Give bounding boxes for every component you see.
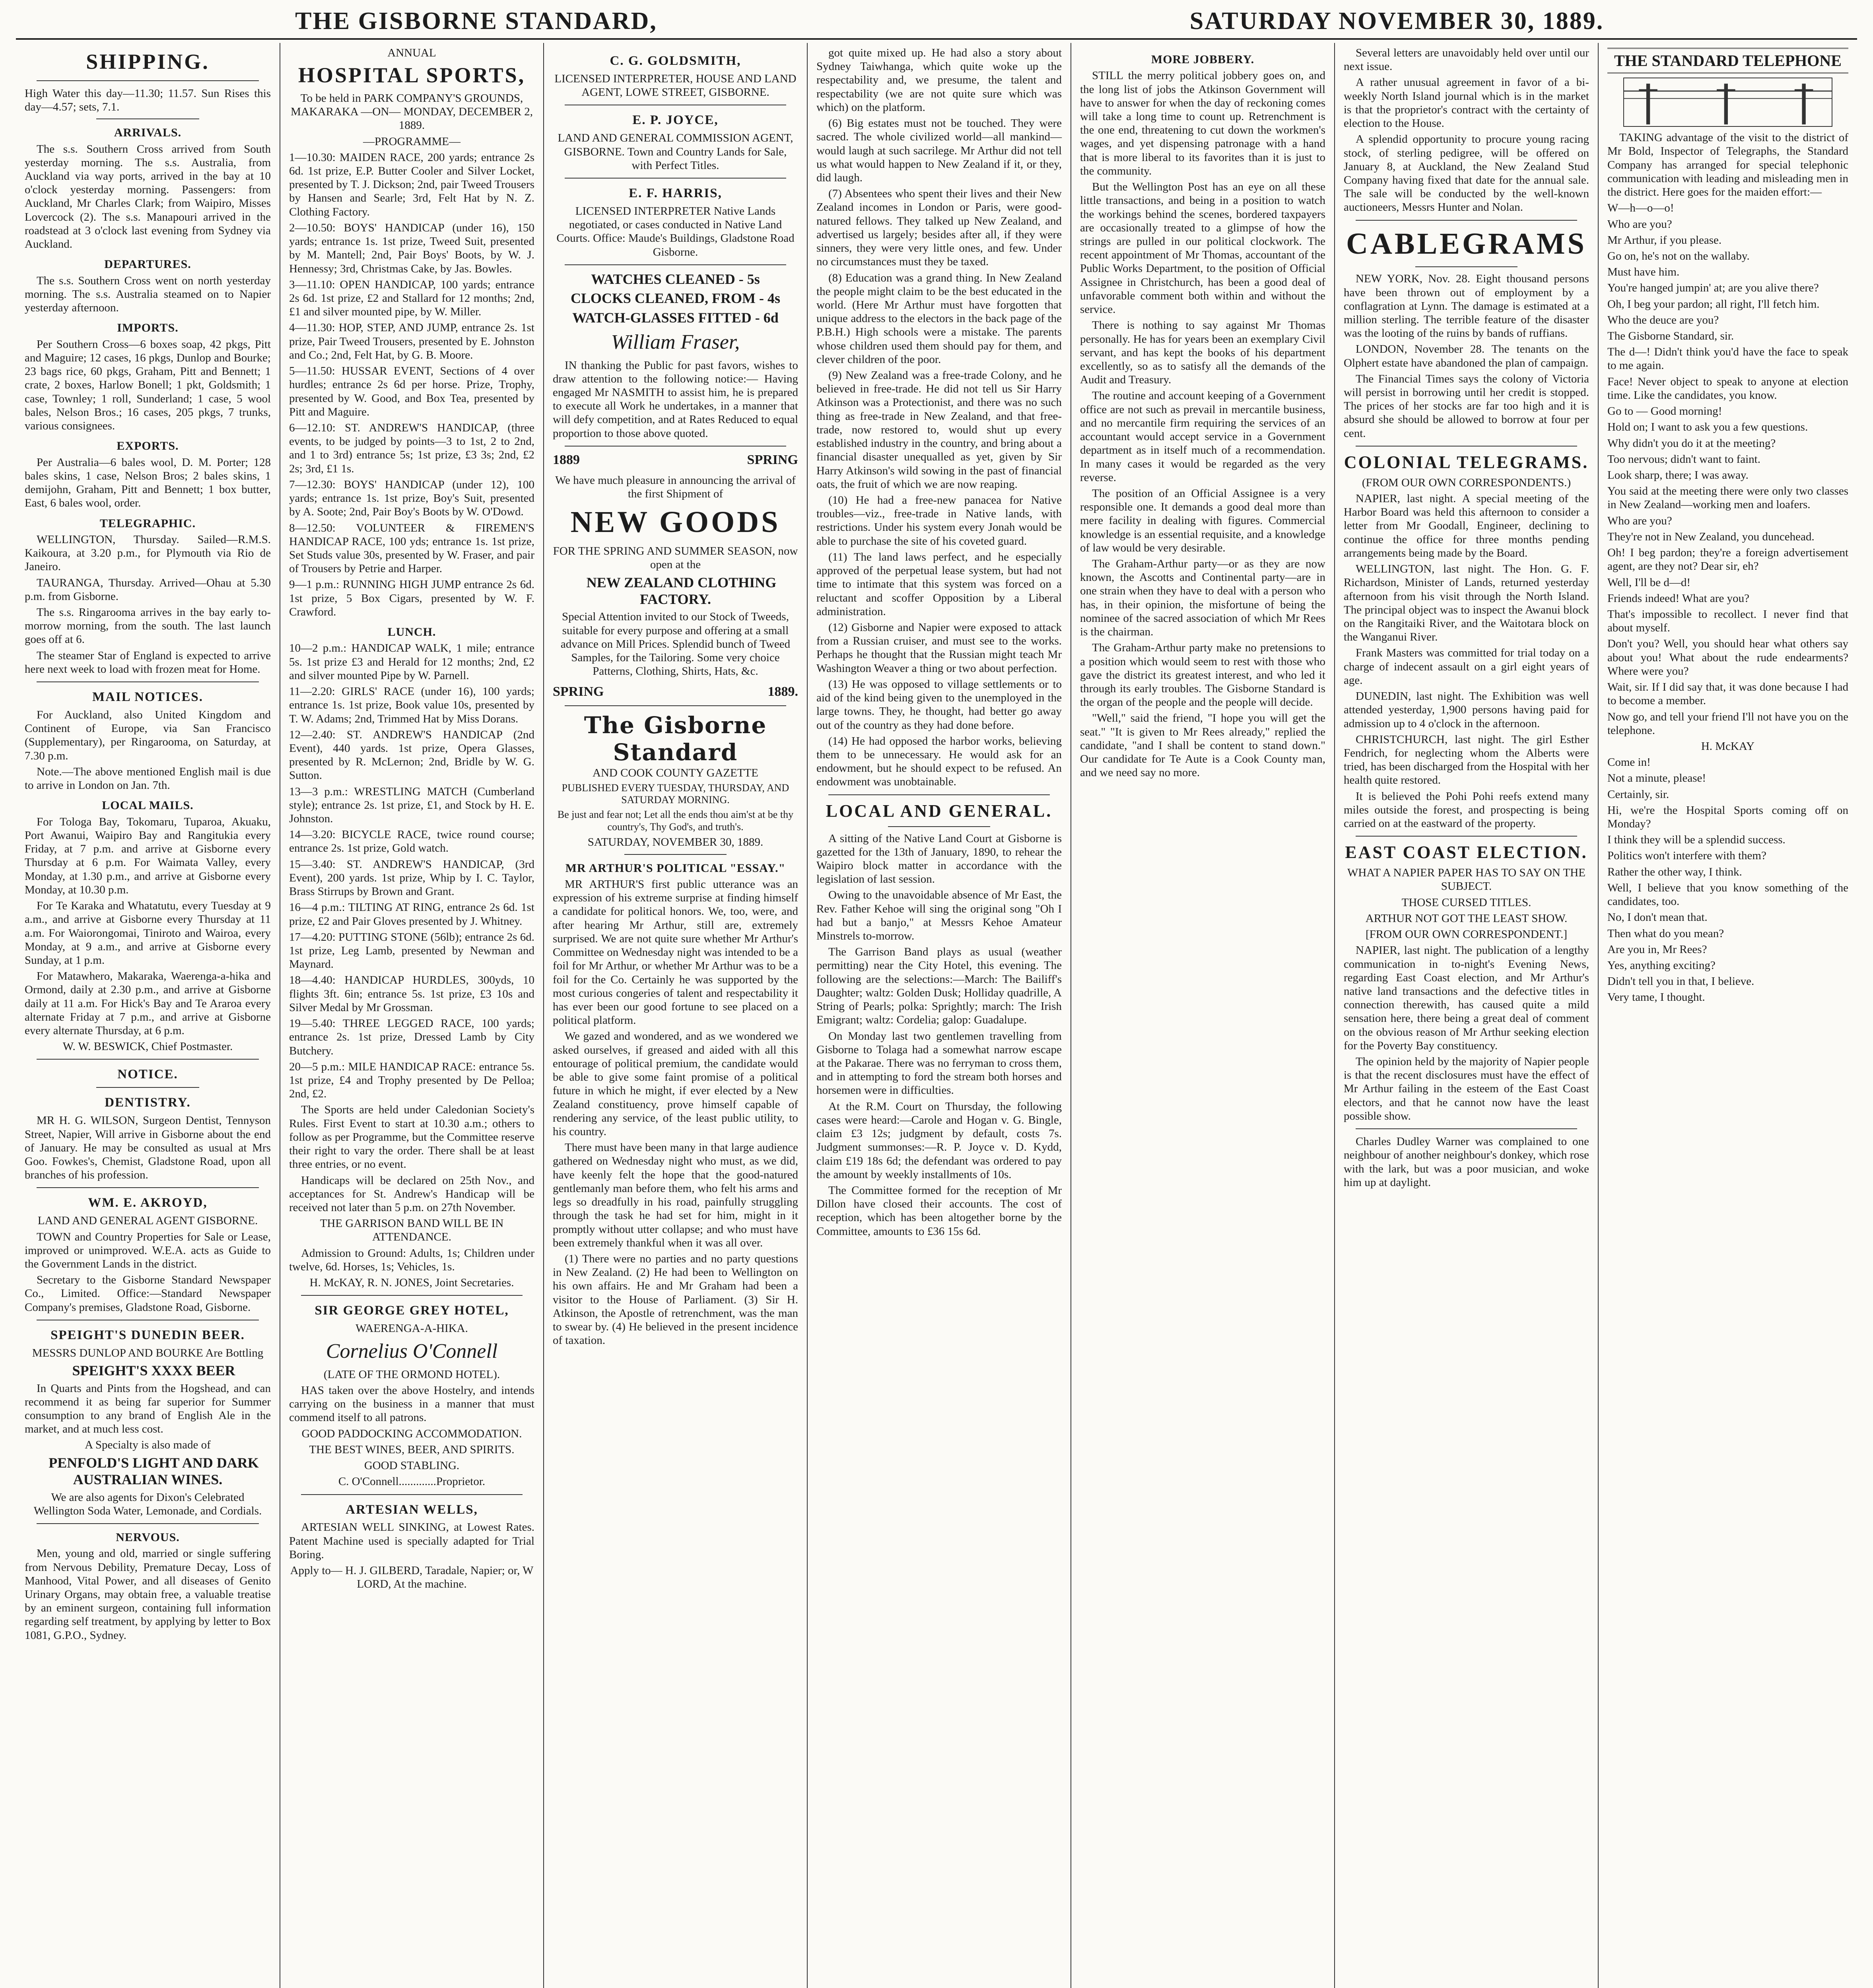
local-mails-text: For Tologa Bay, Tokomaru, Tuparoa, Akuaku, Port Awanui, Waipiro Bay and Rangitukia every Friday, at 7 p.m. and arrive at Gisborne every Thursday at 6 p.m. For Waimata Valley, every Monday, at 1.30 p.m., and arrive at Gisborne every Monday, at 10.30 p.m. xyxy=(25,815,271,896)
event-item: 13—3 p.m.: WRESTLING MATCH (Cumberland style); entrance 2s. 1st prize, £1, and Stock by H. E. Johnston. xyxy=(289,785,534,825)
jobbery-text-3: There is nothing to say against Mr Thomas personally. He has for years been an exemplary Civil servant, and has kept the books of his department excellently, so as to satisfy all the demands of the Audit and Treasury. xyxy=(1080,319,1325,386)
dialogue-line: You said at the meeting there were only two classes in New Zealand—working men and loafers. xyxy=(1607,485,1848,511)
clocks-price: CLOCKS CLEANED, FROM - 4s xyxy=(570,290,781,307)
local-mails-text-3: For Matawhero, Makaraka, Waerenga-a-hika and Ormond, daily at 2.30 p.m., and arrive at Gisborne daily at 11 a.m. For Hick's Bay and Te Araroa every alternate Friday at 7 p.m., and arrive at Gisborne every alternate Thursday, at 6 p.m. xyxy=(25,970,271,1037)
dialogue-line: Now go, and tell your friend I'll not have you on the telephone. xyxy=(1607,710,1848,737)
events-list xyxy=(289,151,534,1101)
dialogue-line: W—h—o—o! xyxy=(1607,202,1674,215)
hospital-sports-heading: HOSPITAL SPORTS, xyxy=(298,63,526,87)
dialogue-line: Go on, he's not on the wallaby. xyxy=(1607,249,1750,262)
exports-heading: EXPORTS. xyxy=(117,439,179,453)
sports-note-2: Handicaps will be declared on 25th Nov., and acceptances for St. Andrew's Handicap will be received not later than 5 p.m. on 27th November. xyxy=(289,1174,534,1214)
dialogue-line: Wait, sir. If I did say that, it was done because I had to become a member. xyxy=(1607,681,1848,707)
jobbery-text-7: The Graham-Arthur party make no pretensions to a position which would seem to rest with those who gave the district its greatest interest, and who led it through its early troubles. The Gisborne Standard is the organ of the people and the people will decide. xyxy=(1080,641,1325,709)
hotel-wines: THE BEST WINES, BEER, AND SPIRITS. xyxy=(309,1443,515,1456)
event-item: 9—1 p.m.: RUNNING HIGH JUMP entrance 2s 6d. 1st prize, 5 Box Cigars, presented by W. F. Crawford. xyxy=(289,578,534,618)
paper-name: The Gisborne Standard xyxy=(584,711,767,766)
column-6 xyxy=(1334,43,1598,1988)
colonial-item: CHRISTCHURCH, last night. The girl Esther Fendrich, for neglecting whom the Alberts were tried, has been discharged from the Hospital with her health quite restored. xyxy=(1344,733,1589,787)
tele-note: The s.s. Ringarooma arrives in the bay early to-morrow morning, from the south. The last launch goes off at 6. xyxy=(25,606,271,646)
event-item: 2—10.50: BOYS' HANDICAP (under 16), 150 yards; entrance 1s. 1st prize, Tweed Suit, presented by M. Mantell; 2nd, Pair Boys' Boots, by W. J. Hennessy; 3rd, Christmas Cake, by Jas. Bowles. xyxy=(289,221,534,275)
editorial-cont-1: got quite mixed up. He had also a story about Sydney Taiwhanga, which quite woke up the respectability and, we presume, the talent and respectability (we are not quite sure which was which) on the platform. xyxy=(816,47,1062,114)
column-3 xyxy=(543,43,807,1988)
editorial-cont-3: (7) Absentees who spent their lives and their New Zealand incomes in London or Paris, were good-natured fellows. They talked up New Zealand, and advertised us largely; besides after all, if they were sinners, they were very little ones, and few. Under no circumstances must they be taxed. xyxy=(816,187,1062,268)
local-item: Owing to the unavoidable absence of Mr East, the Rev. Father Kehoe will sing the original song "Oh I had but a banjo," at Messrs Kehoe Amateur Minstrels to-morrow. xyxy=(816,889,1062,943)
telephone-poles-icon xyxy=(1624,78,1832,126)
closing-line: Rather the other way, I think. xyxy=(1607,865,1742,878)
local-item: The Committee formed for the reception of Mr Dillon have closed their accounts. The cost of reception, which has been altogether borne by the Committee, amounts to £36 15s 6d. xyxy=(816,1184,1062,1238)
event-item: 11—2.20: GIRLS' RACE (under 16), 100 yards; entrance 1s. 1st prize, Book value 10s, presented by T. W. Adams; 2nd, Trimmed Hat by Miss Dorans. xyxy=(289,685,534,725)
local-item: At the R.M. Court on Thursday, the following cases were heard:—Carole and Hogan v. G. Bingle, claim £3 12s; judgment by default, costs 7s. Judgment summonses:—R. P. Joyce v. D. Kydd, claim £19 18s 6d; the defendant was ordered to pay the amount by weekly installments of 10s. xyxy=(816,1100,1062,1181)
masthead-rule xyxy=(16,38,1857,40)
tele-note-2: The steamer Star of England is expected to arrive here next week to load with frozen meat for Home. xyxy=(25,649,271,676)
dialogue-line: Too nervous; didn't want to faint. xyxy=(1607,452,1760,466)
shipping-heading: SHIPPING. xyxy=(86,50,210,74)
election-text: NAPIER, last night. The publication of a lengthy communication in to-night's Evening News, regarding East Coast election, and Mr Arthur's native land transactions and the defective titles in connection therewith, has caused quite a mild sensation here, there being a great deal of comment on the obvious reason of Mr Arthur seeking election for the Poverty Bay constituency. xyxy=(1344,944,1589,1052)
dentist-text: MR H. G. WILSON, Surgeon Dentist, Tennyson Street, Napier, Will arrive in Gisborne about the end of January. He may be consulted as usual at Mrs Goo. Fowkes's, Chemist, Gladstone Road, upon all branches of his profession. xyxy=(25,1114,271,1182)
colonial-item: NAPIER, last night. A special meeting of the Harbor Board was held this afternoon to consider a letter from Mr Goodall, Engineer, declining to continue the office for three months pending arrangements being made by the Board. xyxy=(1344,492,1589,559)
dudley-anecdote: Charles Dudley Warner was complained to one neighbour of another neighbour's donkey, which rose with the lark, but was a poor musician, and woke him up at daylight. xyxy=(1344,1135,1589,1189)
closing-line: Not a minute, please! xyxy=(1607,772,1706,785)
watches-price: WATCHES CLEANED - 5s xyxy=(591,271,760,287)
spring-year: 1889 xyxy=(553,452,580,467)
speight-text: In Quarts and Pints from the Hogshead, and can recommend it as being far superior for Summer consumption to any brand of English Ale in the market, and at much less cost. xyxy=(25,1382,271,1436)
dateline: SATURDAY, NOVEMBER 30, 1889. xyxy=(587,836,764,849)
fraser-text: IN thanking the Public for past favors, wishes to draw attention to the following notice:— Having engaged Mr NASMITH to assist him, he is prepared to execute all Work he undertakes, in a manner that will defy competition, and at Rates Reduced to equal proportion to those above quoted. xyxy=(553,359,798,440)
goldsmith-heading: C. G. GOLDSMITH, xyxy=(610,54,741,68)
event-item: 7—12.30: BOYS' HANDICAP (under 12), 100 yards; entrance 1s. 1st prize, Boy's Suit, presented by A. Soote; 2nd, Pair Boy's Boots by W. O'Dowd. xyxy=(289,478,534,518)
penfold-intro: A Specialty is also made of xyxy=(85,1439,211,1452)
dialogue-line: Well, I'll be d—d! xyxy=(1607,576,1691,589)
imports-text: Per Southern Cross—6 boxes soap, 42 pkgs, Pitt and Maguire; 12 cases, 16 pkgs, Dunlop and Bourke; 23 bags rice, 60 pkgs, Graham, Pitt and Bennett; 1 crate, 2 boxes, Harlow Bonell; 1 pkt, Goldsmith; 1 case, Townley; 1 roll, Sunderland; 1 case, 5 wool bales, Nelson Bros.; 16 cases, 205 pkgs, 7 trunks, various consignees. xyxy=(25,338,271,433)
dialogue-line: The d—! Didn't think you'd have the face to speak to me again. xyxy=(1607,346,1848,372)
closing-line: I think they will be a splendid success. xyxy=(1607,833,1786,846)
jobbery-heading: MORE JOBBERY. xyxy=(1151,53,1255,66)
closing-line: Hi, we're the Hospital Sports coming off on Monday? xyxy=(1607,804,1848,831)
dialogue-line: Friends indeed! What are you? xyxy=(1607,592,1750,605)
event-item: 4—11.30: HOP, STEP, AND JUMP, entrance 2s. 1st prize, Pair Tweed Trousers, presented by E. Johnston and Co.; 2nd, Felt Hat, by G. B. Moore. xyxy=(289,321,534,361)
speight-heading: SPEIGHT'S DUNEDIN BEER. xyxy=(51,1328,245,1342)
spring-year-2: 1889. xyxy=(767,684,798,699)
tele-wellington: WELLINGTON, Thursday. Sailed—R.M.S. Kaikoura, at 3.20 p.m., for Plymouth via Rio de Janeiro. xyxy=(25,533,271,573)
joint-secretaries: H. McKAY, R. N. JONES, Joint Secretaries. xyxy=(309,1276,514,1289)
dialogue-line: They're not in New Zealand, you duncehead. xyxy=(1607,530,1815,543)
dialogue-line: Don't you? Well, you should hear what others say about you! What about the rude endearments? Where were you? xyxy=(1607,637,1848,678)
goods-intro: We have much pleasure in announcing the arrival of the first Shipment of xyxy=(555,474,796,501)
telephone-illustration xyxy=(1623,78,1832,127)
goldsmith-text: LICENSED INTERPRETER, HOUSE AND LAND AGENT, LOWE STREET, GISBORNE. xyxy=(554,72,797,99)
closing-line: Come in! xyxy=(1607,756,1651,769)
publication-schedule: PUBLISHED EVERY TUESDAY, THURSDAY, AND SATURDAY MORNING. xyxy=(562,782,789,806)
spring-banner-2 xyxy=(553,684,798,700)
lunch-label: LUNCH. xyxy=(387,625,436,639)
akroyd-text: TOWN and Country Properties for Sale or Lease, improved or unimproved. W.E.A. acts as Guide to the Government Lands in the district. xyxy=(25,1230,271,1271)
local-mails-heading: LOCAL MAILS. xyxy=(102,799,194,812)
akroyd-subtitle: LAND AND GENERAL AGENT GISBORNE. xyxy=(37,1214,258,1227)
telephone-intro: TAKING advantage of the visit to the district of Mr Bold, Inspector of Telegraphs, the Standard Company has arranged for special telephonic communication with leading and misleading men in the district. Here goes for the maiden effort:— xyxy=(1607,131,1848,199)
postmaster-sign: W. W. BESWICK, Chief Postmaster. xyxy=(62,1040,233,1053)
artesian-text: ARTESIAN WELL SINKING, at Lowest Rates. Patent Machine used is specially adapted for Trial Boring. xyxy=(289,1521,534,1561)
cable-item: LONDON, November 28. The tenants on the Olphert estate have abandoned the plan of campaign. xyxy=(1344,343,1589,369)
telephone-dialogue xyxy=(1607,201,1848,737)
dixon-agents: We are also agents for Dixon's Celebrated Wellington Soda Water, Lemonade, and Cordials. xyxy=(33,1491,262,1517)
closing-line: Very tame, I thought. xyxy=(1607,991,1705,1004)
news-item: Several letters are unavoidably held over until our next issue. xyxy=(1344,47,1589,73)
editorial-heading: MR ARTHUR'S POLITICAL "ESSAY." xyxy=(565,861,786,875)
hotel-owner: Cornelius O'Connell xyxy=(326,1340,498,1363)
column-1 xyxy=(16,43,280,1988)
band-notice: THE GARRISON BAND WILL BE IN ATTENDANCE. xyxy=(320,1217,504,1244)
colonial-item: Frank Masters was committed for trial today on a charge of indecent assault on a girl eight years of age. xyxy=(1344,646,1589,687)
local-mails-text-2: For Te Karaka and Whatatutu, every Tuesday at 9 a.m., and arrive at Gisborne every Thursday at 11 a.m. For Waiorongomai, Tiniroto and Wairoa, every Monday, at 9 a.m., and arrive at Gisborne every Sunday, at 1 p.m. xyxy=(25,899,271,967)
jobbery-text-4: The routine and account keeping of a Government office are not such as prevail in mercantile business, and no mercantile firm requiring the services of an accountant would accept service in a Government department as in itself much of a recommendation. In many cases it would be regarded as the very reverse. xyxy=(1080,389,1325,484)
imports-heading: IMPORTS. xyxy=(117,321,179,335)
masthead-title: THE GISBORNE STANDARD, xyxy=(295,7,657,35)
spring-word: SPRING xyxy=(747,452,798,467)
dialogue-line: Who are you? xyxy=(1607,217,1672,231)
dialogue-line: Oh, I beg your pardon; all right, I'll fetch him. xyxy=(1607,297,1820,311)
goods-text: Special Attention invited to our Stock of Tweeds, suitable for every purpose and offering at a small advance on Mill Prices. Splendid bunch of Tweed Samples, for the Tailoring. Some very choice Patterns, Clothing, Shirts, Hats, &c. xyxy=(560,610,791,678)
penfold-wines: PENFOLD'S LIGHT AND DARK AUSTRALIAN WINES. xyxy=(49,1454,259,1488)
local-item: On Monday last two gentlemen travelling from Gisborne to Tolaga had a somewhat narrow escape at the Pakarae. There was no ferryman to cross them, and in attempting to ford the stream both horses and horsemen were in difficulties. xyxy=(816,1029,1062,1097)
editorial-text-2: We gazed and wondered, and as we wondered we asked ourselves, if greased and aided with all this entourage of political premium, the candidate would be able to give some faint promise of a political future in which he might, if ever elected by a New Zealand constituency, prove himself capable of rendering any service, of the least public utility, to his country. xyxy=(553,1030,798,1138)
event-item: 8—12.50: VOLUNTEER & FIREMEN'S HANDICAP RACE, 100 yds; entrance 1s. 1st prize, Set Studs value 30s, presented by W. Fraser, and pair of Trousers by Petrie and Harper. xyxy=(289,521,534,575)
event-item: 6—12.10: ST. ANDREW'S HANDICAP, (three events, to be judged by points—3 to 1st, 2 to 2nd, and 1 to 3rd) entrance 5s; 1st prize, £3 3s; 2nd, £2 2s; 3rd, £1 1s. xyxy=(289,421,534,475)
column-5 xyxy=(1071,43,1334,1988)
colonial-subtitle: (FROM OUR OWN CORRESPONDENTS.) xyxy=(1362,476,1571,489)
tele-tauranga: TAURANGA, Thursday. Arrived—Ohau at 5.30 p.m. from Gisborne. xyxy=(25,576,271,603)
hotel-text: HAS taken over the above Hostelry, and intends carrying on the business in a manner that must commend itself to all patrons. xyxy=(289,1384,534,1424)
speight-beer: SPEIGHT'S XXXX BEER xyxy=(72,1363,235,1379)
departures-text: The s.s. Southern Cross went on north yesterday morning. The s.s. Australia steamed on to Napier yesterday afternoon. xyxy=(25,274,271,315)
colonial-item: DUNEDIN, last night. The Exhibition was well attended yesterday, 1,900 persons having paid for admission up to 4 o'clock in the afternoon. xyxy=(1344,690,1589,730)
mail-text: For Auckland, also United Kingdom and Continent of Europe, via San Francisco (Supplementary), per Ringarooma, on Saturday, at 7.30 p.m. xyxy=(25,709,271,762)
editorial-cont-2: (6) Big estates must not be touched. They were sacred. The whole civilized world—all mankind—would laugh at such sacrilege. Mr Arthur did not tell us what would happen to New Zealand if it, or they, did laugh. xyxy=(816,117,1062,184)
dialogue-line: Face! Never object to speak to anyone at election time. Like the candidates, you know. xyxy=(1607,375,1848,402)
admission-prices: Admission to Ground: Adults, 1s; Children under twelve, 6d. Horses, 1s; Vehicles, 1s. xyxy=(289,1246,534,1273)
local-item: The Garrison Band plays as usual (weather permitting) near the City Hotel, this evening. The following are the selections:—March: The Bailiff's Daughter; waltz: Golden Dusk; Holliday quadrille, A String of Pearls; polka: Sprightly; march: The Irish Emigrant; waltz: Cordelia; galop: Guadalupe. xyxy=(816,945,1062,1027)
editorial-cont-10: (14) He had opposed the harbor works, believing them to be unnecessary. He would ask for an endowment, but he should expect to be refused. An endowment was unobtainable. xyxy=(816,734,1062,788)
departures-heading: DEPARTURES. xyxy=(104,258,191,271)
election-arthur: ARTHUR NOT GOT THE LEAST SHOW. xyxy=(1365,912,1568,925)
hotel-proprietor: C. O'Connell.............Proprietor. xyxy=(338,1475,486,1488)
hotel-location: WAERENGA-A-HIKA. xyxy=(356,1322,468,1335)
event-item: 15—3.40: ST. ANDREW'S HANDICAP, (3rd Event), 200 yards. 1st prize, Whip by I. C. Taylor, Brass Stirrups by Brown and Grant. xyxy=(289,858,534,898)
dialogue-line: Oh! I beg pardon; they're a foreign advertisement agent, are they not? Dear sir, eh? xyxy=(1607,546,1848,573)
column-7 xyxy=(1598,43,1857,1988)
joyce-heading: E. P. JOYCE, xyxy=(632,113,719,128)
editorial-cont-4: (8) Education was a grand thing. In New Zealand the people might claim to be the best educated in the world. (Here Mr Arthur must have forgotten that unique address to the electors in the back page of the P.B.H.) High schools were a mistake. The parents whose children used them should pay for them, and clever children of the poor. xyxy=(816,271,1062,366)
telephone-heading: THE STANDARD TELEPHONE xyxy=(1607,48,1848,74)
dialogue-line: Must have him. xyxy=(1607,266,1680,279)
notice-heading: NOTICE. xyxy=(117,1067,178,1082)
spring-banner xyxy=(553,452,798,468)
editorial-cont-7: (11) The land laws perfect, and he especially approved of the perpetual lease system, but had not time to intimate that this system was forced on a reluctant and scoffer Opposition by a Liberal administration. xyxy=(816,550,1062,618)
event-item: 16—4 p.m.: TILTING AT RING, entrance 2s 6d. 1st prize, £2 and Pair Gloves presented by J. Whitney. xyxy=(289,901,534,928)
editorial-text-3: There must have been many in that large audience gathered on Wednesday night who must, as we did, have keenly felt the hope that the good-natured gentlemanly man before them, who felt his arms and legs so dreadfully in his road, painfully struggling through the task he had set for him, might in it promptly without utter collapse; and who must have been extremely thankful when it was all over. xyxy=(553,1141,798,1249)
dialogue-line: Who are you? xyxy=(1607,514,1672,527)
event-item: 19—5.40: THREE LEGGED RACE, 100 yards; entrance 2s. 1st prize, Dressed Lamb by City Butchery. xyxy=(289,1017,534,1057)
event-item: 10—2 p.m.: HANDICAP WALK, 1 mile; entrance 5s. 1st prize £3 and Herald for 12 months; 2nd, £2 and silver mounted Pipe by W. Parnell. xyxy=(289,642,534,682)
colonial-item: WELLINGTON, last night. The Hon. G. F. Richardson, Minister of Lands, returned yesterday afternoon from his visit through the North Island. The principal object was to inspect the Awanui block on the Rangitaiki River, and the Waitotara block on the Wanganui River. xyxy=(1344,563,1589,644)
dialogue-line: Hold on; I want to ask you a few questions. xyxy=(1607,421,1808,434)
jobbery-text-8: "Well," said the friend, "I hope you will get the seat." "It is given to Mr Rees already," replied the candidate, "and I shall be content to stand down." Our candidate for Te Aute is a Cook County man, and we need say no more. xyxy=(1080,712,1325,779)
editorial-text-4: (1) There were no parties and no party questions in New Zealand. (2) He had been to Wellington on his own affairs. He and Mr Graham had been a visitor to the House of Parliament. (3) Sir H. Atkinson, the Apostle of retrenchment, was the man to swear by. (4) He believed in the present incidence of taxation. xyxy=(553,1252,798,1347)
dialogue-line: Who the deuce are you? xyxy=(1607,313,1719,326)
new-goods: NEW GOODS xyxy=(570,505,781,539)
closing-line: Certainly, sir. xyxy=(1607,788,1669,801)
local-general-heading: LOCAL AND GENERAL. xyxy=(826,801,1053,821)
jobbery-text-5: The position of an Official Assignee is a very responsible one. It demands a good deal more than mere facility in dealing with figures. Commercial knowledge is an essential requisite, and a knowledge of law would be very desirable. xyxy=(1080,487,1325,554)
dialogue-line: You're hanged jumpin' at; are you alive there? xyxy=(1607,282,1819,295)
editorial-cont-9: (13) He was opposed to village settlements or to aid of the kind being given to the unemployed in the large towns. They, he thought, had better go away out of the country as they had done before. xyxy=(816,678,1062,732)
closing-line: Didn't tell you in that, I believe. xyxy=(1607,975,1754,988)
editorial-text: MR ARTHUR'S first public utterance was an expression of his extreme surprise at finding himself a candidate for political honors. We, too, were, and after hearing Mr Arthur, still are, extremely surprised. We are not quite sure whether Mr Arthur's Committee on Wednesday night was intended to be a foil for Mr Arthur, or whether Mr Arthur was to be a foil for the Co. Certainly he was supported by the most curious congeries of talent and respectability it has ever been our good fortune to see placed on a political platform. xyxy=(553,878,798,1027)
akroyd-heading: WM. E. AKROYD, xyxy=(88,1196,208,1210)
jobbery-text-1: STILL the merry political jobbery goes on, and the long list of jobs the Atkinson Government will have to answer for when the day of reckoning comes will take a long time to count up. Retrenchment is the one end, threatening to cut down the workmen's wages, and yet dispensing patronage with a hand that is more liberal to its favorites than it is just to the community. xyxy=(1080,69,1325,177)
dialogue-line: Why didn't you do it at the meeting? xyxy=(1607,437,1776,450)
hotel-accommodation: GOOD PADDOCKING ACCOMMODATION. xyxy=(301,1427,522,1440)
editorial-cont-5: (9) New Zealand was a free-trade Colony, and he believed in free-trade. He did not tell us Sir Harry Atkinson was a Protectionist, and there was no such thing as free-trade in New Zealand, and that free-trade, now restored to, would shut up every established industry in the country, and bring about a financial disaster unequalled as yet, given by Sir Harry Atkinson's wild sowing in the past of financial oats, the fruit of which we are now reaping. xyxy=(816,369,1062,491)
glasses-price: WATCH-GLASSES FITTED - 6d xyxy=(572,309,779,326)
arrivals-heading: ARRIVALS. xyxy=(114,126,182,140)
closing-line: No, I don't mean that. xyxy=(1607,911,1708,924)
artesian-heading: ARTESIAN WELLS, xyxy=(346,1502,478,1517)
dialogue-line: Mr Arthur, if you please. xyxy=(1607,233,1722,247)
jobbery-text-2: But the Wellington Post has an eye on all these little transactions, and being in a position to watch the workings behind the scenes, bordered taxpayers are occasionally treated to a glimpse of how the strings are pulled in our political clockwork. The recent appointment of Mr Thomas, accountant of the Public Works Department, to the position of Official Assignee in Christchurch, has been a good deal of unfavorable comment both within and without the service. xyxy=(1080,181,1325,316)
news-item: A splendid opportunity to procure young racing stock, of sterling pedigree, will be offered on January 8, at Auckland, the New Zealand Stud Company having fixed that date for the annual sale. The sale will be conducted by the well-known auctioneers, Messrs Hunter and Nolan. xyxy=(1344,133,1589,214)
programme-label: —PROGRAMME— xyxy=(363,135,460,148)
event-item: 20—5 p.m.: MILE HANDICAP RACE: entrance 5s. 1st prize, £4 and Trophy presented by De Pelloa; 2nd, £2. xyxy=(289,1060,534,1101)
event-item: 5—11.50: HUSSAR EVENT, Sections of 4 over hurdles; entrance 2s 6d per horse. Prize, Trophy, presented by W. Good, and Box Tea, presented by Pitt and Maguire. xyxy=(289,365,534,418)
akroyd-secretary: Secretary to the Gisborne Standard Newspaper Co., Limited. Office:—Standard Newspaper Company's premises, Gladstone Road, Gisborne. xyxy=(25,1274,271,1314)
election-text-2: The opinion held by the majority of Napier people is that the recent disclosures must have the effect of Mr Arthur failing in the esteem of the East Coast electors, and that he cannot now have the least possible show. xyxy=(1344,1055,1589,1122)
sports-note: The Sports are held under Caledonian Society's Rules. First Event to start at 10.30 a.m.; others to follow as per Programme, but the Committee reserve their right to vary the order. There shall be at least three entries, or no event. xyxy=(289,1103,534,1171)
news-item: A rather unusual agreement in favor of a bi-weekly North Island journal which is in the market is that the proprietor's contract with the certainty of election to the House. xyxy=(1344,76,1589,130)
mail-note: Note.—The above mentioned English mail is due to arrive in London on Jan. 7th. xyxy=(25,765,271,792)
election-heading: EAST COAST ELECTION. xyxy=(1345,843,1588,862)
dialogue-line: The Gisborne Standard, sir. xyxy=(1607,330,1734,343)
event-item: 1—10.30: MAIDEN RACE, 200 yards; entrance 2s 6d. 1st prize, E.P. Butter Cooler and Silver Locket, presented by T. J. Dickson; 2nd, pair Tweed Trousers by Hansen and Searle; 3rd, Felt Hat by N. Z. Clothing Factory. xyxy=(289,151,534,218)
hotel-stabling: GOOD STABLING. xyxy=(364,1459,460,1472)
telegraphic-heading: TELEGRAPHIC. xyxy=(99,516,196,530)
column-4 xyxy=(807,43,1071,1988)
event-item: 12—2.40: ST. ANDREW'S HANDICAP (2nd Event), 440 yards. 1st prize, Opera Glasses, presented by R. McLernon; 2nd, Bridle by W. G. Sutton. xyxy=(289,728,534,782)
column-2 xyxy=(280,43,543,1988)
event-item: 18—4.40: HANDICAP HURDLES, 300yds, 10 flights 3ft. 6in; entrance 5s. 1st prize, £3 10s and Silver Medal by Mr Grossman. xyxy=(289,974,534,1014)
artesian-apply: Apply to— H. J. GILBERD, Taradale, Napier; or, W LORD, At the machine. xyxy=(290,1564,534,1591)
hotel-late: (LATE OF THE ORMOND HOTEL). xyxy=(323,1368,500,1381)
tide-info: High Water this day—11.30; 11.57. Sun Rises this day—4.57; sets, 7.1. xyxy=(25,87,271,113)
editorial-cont-6: (10) He had a free-new panacea for Native troubles—viz., free-trade in Native lands, with restrictions. Under his system every Jonah would be able to purchase the site of his coveted guard. xyxy=(816,494,1062,547)
goods-season: FOR THE SPRING AND SUMMER SEASON, now open at the xyxy=(553,545,798,571)
cable-item: The Financial Times says the colony of Victoria will persist in borrowing until her credit is stopped. The prices of her stocks are far too high and it is absurd she should be allowed to borrow at four per cent. xyxy=(1344,372,1589,440)
harris-text: LICENSED INTERPRETER Native Lands negotiated, or cases conducted in Native Land Courts. Office: Maude's Buildings, Gladstone Road Gisborne. xyxy=(556,204,795,258)
editorial-cont-8: (12) Gisborne and Napier were exposed to attack from a Russian cruiser, and must see to the works. Perhaps he thought that the Russian might teach Mr Washington Weaver a thing or two about perfection. xyxy=(816,621,1062,675)
closing-line: Well, I believe that you know something of the candidates, too. xyxy=(1607,881,1848,908)
jobbery-text-6: The Graham-Arthur party—or as they are now known, the Ascotts and Continental party—are in one strain when they have to deal with a person who has, in their opinion, the misfortune of being the nominee of the sacred association of which Mr Rees is the chairman. xyxy=(1080,557,1325,639)
event-item: 14—3.20: BICYCLE RACE, twice round course; entrance 2s. 1st prize, Gold watch. xyxy=(289,828,534,855)
hotel-heading: SIR GEORGE GREY HOTEL, xyxy=(315,1303,509,1318)
colonial-telegrams-heading: COLONIAL TELEGRAMS. xyxy=(1344,452,1589,472)
colonial-item: It is believed the Pohi Pohi reefs extend many miles outside the forest, and prospecting is being carried on at the eastward of the property. xyxy=(1344,790,1589,830)
joyce-text: LAND AND GENERAL COMMISSION AGENT, GISBORNE. Town and Country Lands for Sale, with Perfect Titles. xyxy=(558,132,793,172)
annual-label: ANNUAL xyxy=(387,47,436,59)
dialogue-line: That's impossible to recollect. I never find that about myself. xyxy=(1607,608,1848,635)
dialogue-line: Go to — Good morning! xyxy=(1607,405,1722,418)
clothing-factory: NEW ZEALAND CLOTHING FACTORY. xyxy=(586,574,777,607)
telephone-closing xyxy=(1607,755,1848,1004)
harris-heading: E. F. HARRIS, xyxy=(629,186,722,200)
motto: Be just and fear not; Let all the ends thou aim'st at be thy country's, Thy God's, and truth's. xyxy=(557,809,794,833)
nervous-heading: NERVOUS. xyxy=(116,1531,180,1544)
speight-subtitle: MESSRS DUNLOP AND BOURKE Are Bottling xyxy=(32,1346,264,1359)
paper-subtitle: AND COOK COUNTY GAZETTE xyxy=(593,766,758,779)
election-titles: THOSE CURSED TITLES. xyxy=(1401,896,1531,909)
fraser-name: William Fraser, xyxy=(611,331,740,354)
event-item: 3—11.10: OPEN HANDICAP, 100 yards; entrance 2s 6d. 1st prize, £2 and Stallard for 12 months; 2nd, £1 and silver mounted pipe, by W. Miller. xyxy=(289,278,534,318)
dentistry-heading: DENTISTRY. xyxy=(105,1095,191,1110)
mail-heading: MAIL NOTICES. xyxy=(92,690,204,705)
cable-item: NEW YORK, Nov. 28. Eight thousand persons have been thrown out of employment by a conflagration at Lynn. The damage is estimated at a million sterling. The terrible feature of the disaster was the looting of the ruins by bands of ruffians. xyxy=(1344,272,1589,340)
closing-line: Yes, anything exciting? xyxy=(1607,959,1716,972)
masthead-date: SATURDAY NOVEMBER 30, 1889. xyxy=(1189,7,1604,35)
spring-word-2: SPRING xyxy=(553,684,604,699)
masthead xyxy=(16,6,1857,37)
nervous-text: Men, young and old, married or single suffering from Nervous Debility, Premature Decay, Loss of Manhood, Vital Power, and all diseases of Genito Urinary Organs, may obtain free, a valuable treatise by an eminent surgeon, containing full information regarding self treatment, by applying by letter to Box 1081, G.P.O., Sydney. xyxy=(25,1547,271,1642)
cablegrams-heading: CABLEGRAMS xyxy=(1346,227,1587,260)
election-subtitle: WHAT A NAPIER PAPER HAS TO SAY ON THE SUBJECT. xyxy=(1347,866,1585,893)
election-correspondent: [FROM OUR OWN CORRESPONDENT.] xyxy=(1366,928,1567,941)
closing-line: Are you in, Mr Rees? xyxy=(1607,943,1707,956)
sports-venue: To be held in PARK COMPANY'S GROUNDS, MAKARAKA —ON— MONDAY, DECEMBER 2, 1889. xyxy=(290,91,533,132)
arrivals-text: The s.s. Southern Cross arrived from South yesterday morning. The s.s. Australia, from Auckland via way ports, arrived in the bay at 10 o'clock yesterday morning. Passengers: from Auckland, Mr Charles Clark; from Waipiro, Misses Lovercock (2). The s.s. Manapouri arrived in the roadstead at 3 o'clock last evening from Sydney via Auckland. xyxy=(25,142,271,251)
closing-line: Then what do you mean? xyxy=(1607,927,1724,940)
exports-text: Per Australia—6 bales wool, D. M. Porter; 128 bales skins, 1 case, Nelson Bros; 2 bales skins, 1 demijohn, Graham, Pitt and Bennett; 1 box butter, East, 6 bales wool, order. xyxy=(25,456,271,510)
closing-line: Politics won't interfere with them? xyxy=(1607,849,1766,862)
event-item: 17—4.20: PUTTING STONE (56lb); entrance 2s 6d. 1st prize, Leg Lamb, presented by Newman and Maynard. xyxy=(289,930,534,971)
telephone-sign: H. McKAY xyxy=(1701,740,1755,753)
local-item: A sitting of the Native Land Court at Gisborne is gazetted for the 13th of January, 1890, to rehear the Waipiro block matter in accordance with the legislation of last session. xyxy=(816,832,1062,886)
dialogue-line: Look sharp, there; I was away. xyxy=(1607,469,1749,481)
